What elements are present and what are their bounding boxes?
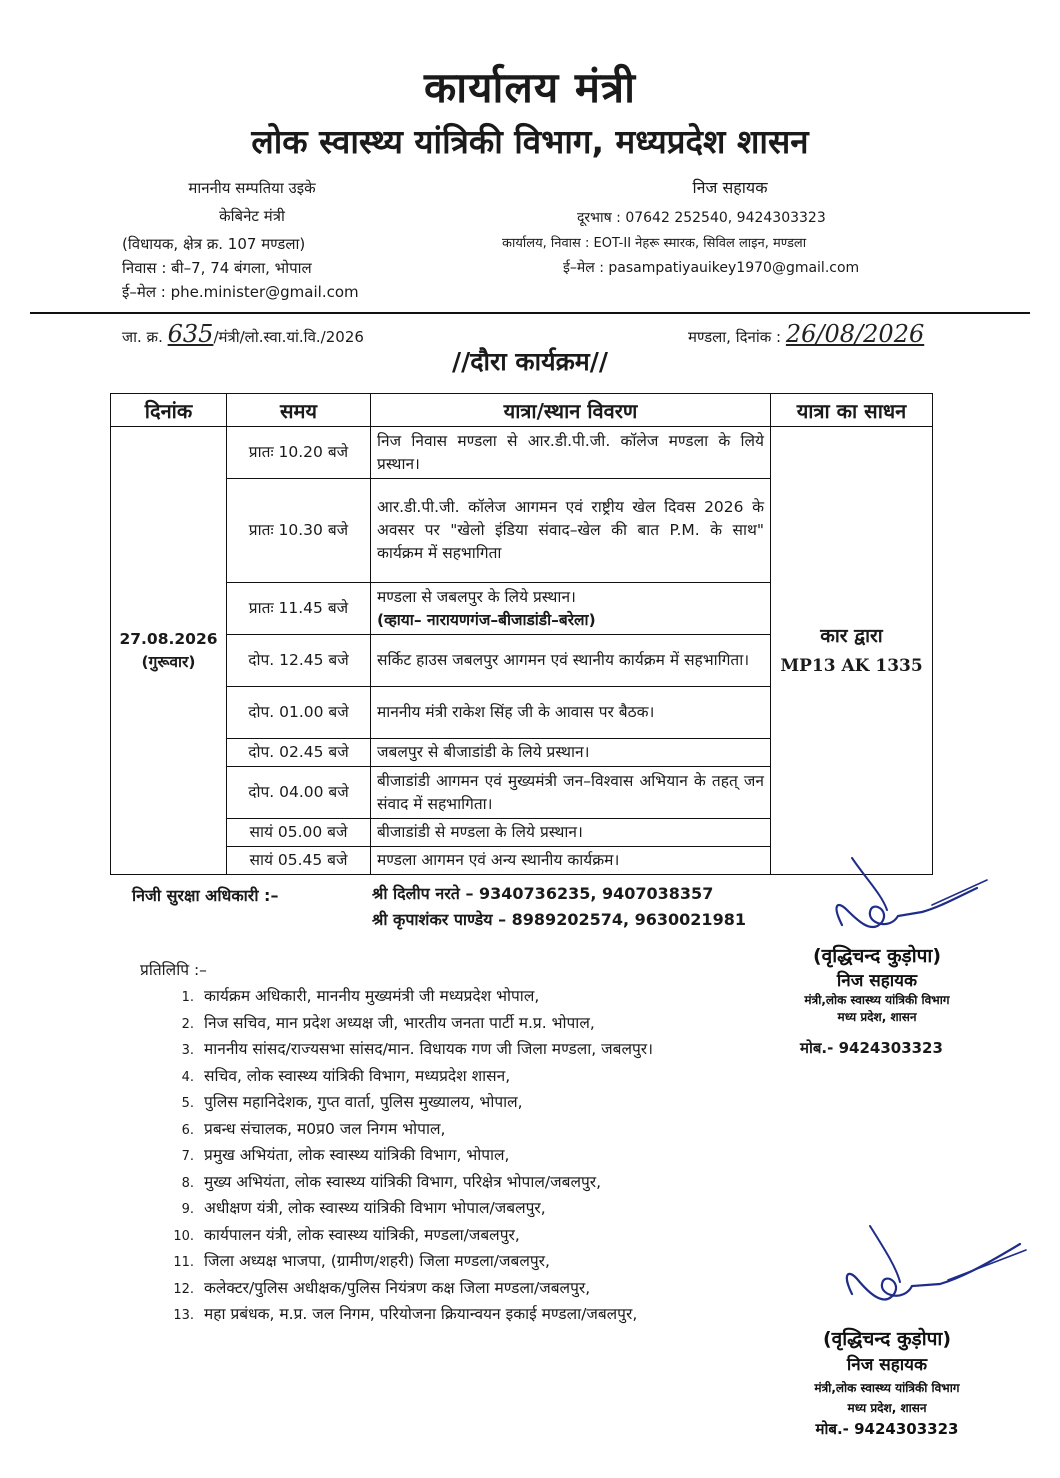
minister-name: माननीय सम्पतिया उइके bbox=[188, 179, 316, 197]
list-item: 7. प्रमुख अभियंता, लोक स्वास्थ्य यांत्रिकी विभाग, भोपाल, bbox=[181, 1146, 510, 1164]
list-item: 4. सचिव, लोक स्वास्थ्य यांत्रिकी विभाग, मध्यप्रदेश शासन, bbox=[181, 1066, 511, 1085]
description-cell: आर.डी.पी.जी. कॉलेज आगमन एवं राष्ट्रीय खेल दिवस 2026 के अवसर पर "खेलो इंडिया संवाद–खेल की बात P.M. के साथ" कार्यक्रम में सहभागिता bbox=[371, 479, 771, 583]
reference-suffix: /मंत्री/लो.स्वा.यां.वि./2026 bbox=[213, 328, 364, 346]
description-cell: बीजाडांडी से मण्डला के लिये प्रस्थान। bbox=[371, 819, 771, 847]
stamp-department: मंत्री,लोक स्वास्थ्य यांत्रिकी विभाग bbox=[804, 993, 950, 1007]
assistant-office-address: कार्यालय, निवास : EOT-II नेहरू स्मारक, सिविल लाइन, मण्डला bbox=[502, 236, 807, 251]
list-item: 6. प्रबन्ध संचालक, म0प्र0 जल निगम भोपाल, bbox=[181, 1119, 446, 1138]
assistant-email: ई–मेल : pasampatiyauikey1970@gmail.com bbox=[563, 260, 860, 276]
schedule-table bbox=[110, 393, 933, 875]
stamp-role: निज सहायक bbox=[846, 1355, 928, 1375]
list-item: 10. कार्यपालन यंत्री, लोक स्वास्थ्य यांत्रिकी, मण्डला/जबलपुर, bbox=[173, 1225, 520, 1244]
stamp-1 bbox=[762, 942, 992, 1025]
assistant-title: निज सहायक bbox=[692, 178, 768, 197]
list-item: 13. महा प्रबंधक, म.प्र. जल निगम, परियोजना क्रियान्वयन इकाई मण्डला/जबलपुर, bbox=[173, 1305, 638, 1323]
office-title: कार्यालय मंत्री bbox=[423, 63, 636, 112]
list-item: 8. मुख्य अभियंता, लोक स्वास्थ्य यांत्रिकी विभाग, परिक्षेत्र भोपाल/जबलपुर, bbox=[181, 1172, 602, 1191]
stamp-1-mobile: मोब.- 9424303323 bbox=[800, 1039, 943, 1057]
stamp-mobile: मोब.- 9424303323 bbox=[815, 1420, 959, 1438]
description-line: मण्डला से जबलपुर के लिये प्रस्थान। bbox=[377, 587, 576, 606]
header-time: समय bbox=[227, 394, 371, 427]
minister-designation: केबिनेट मंत्री bbox=[219, 207, 285, 225]
time-cell: सायं 05.00 बजे bbox=[227, 819, 371, 847]
route-via: (व्हाया– नारायणगंज–बीजाडांडी–बरेला) bbox=[377, 610, 596, 629]
reference-prefix: जा. क्र. bbox=[122, 328, 163, 346]
table-row bbox=[111, 427, 933, 479]
transport-mode: कार द्वारा bbox=[820, 624, 883, 647]
description-cell: सर्किट हाउस जबलपुर आगमन एवं स्थानीय कार्यक्रम में सहभागिता। bbox=[371, 635, 771, 687]
signature-2 bbox=[830, 1222, 1030, 1322]
minister-residence: निवास : बी–7, 74 बंगला, भोपाल bbox=[122, 259, 312, 277]
trip-day: (गुरूवार) bbox=[141, 652, 196, 671]
description-cell: बीजाडांडी आगमन एवं मुख्यमंत्री जन–विश्वास अभियान के तहत् जन संवाद में सहभागिता। bbox=[371, 767, 771, 819]
stamp-name: (वृद्धिचन्द कुड़ोपा) bbox=[812, 945, 942, 967]
security-officer-1: श्री दिलीप नरते – 9340736235, 9407038357 bbox=[372, 884, 714, 903]
list-item: 12. कलेक्टर/पुलिस अधीक्षक/पुलिस नियंत्रण कक्ष जिला मण्डला/जबलपुर, bbox=[173, 1278, 591, 1297]
stamp-2 bbox=[772, 1326, 1002, 1440]
time-cell: दोप. 02.45 बजे bbox=[227, 739, 371, 767]
description-cell: निज निवास मण्डला से आर.डी.पी.जी. कॉलेज मण्डला के लिये प्रस्थान। bbox=[371, 427, 771, 479]
program-title: //दौरा कार्यक्रम// bbox=[451, 347, 608, 376]
header-description: यात्रा/स्थान विवरण bbox=[371, 394, 771, 427]
minister-constituency: (विधायक, क्षेत्र क्र. 107 मण्डला) bbox=[122, 235, 306, 253]
list-item: 5. पुलिस महानिदेशक, गुप्त वार्ता, पुलिस मुख्यालय, भोपाल, bbox=[181, 1093, 523, 1111]
list-item: 11. जिला अध्यक्ष भाजपा, (ग्रामीण/शहरी) जिला मण्डला/जबलपुर, bbox=[173, 1252, 550, 1270]
cc-list bbox=[158, 983, 653, 1328]
stamp-name: (वृद्धिचन्द कुड़ोपा) bbox=[822, 1328, 952, 1350]
list-item: 2. निज सचिव, मान प्रदेश अध्यक्ष जी, भारतीय जनता पार्टी म.प्र. भोपाल, bbox=[181, 1013, 595, 1032]
trip-date: 27.08.2026 bbox=[119, 629, 218, 648]
header-transport: यात्रा का साधन bbox=[771, 394, 933, 427]
handwritten-date: 26/08/2026 bbox=[785, 320, 925, 348]
time-cell: सायं 05.45 बजे bbox=[227, 847, 371, 875]
header-divider bbox=[30, 312, 1030, 314]
description-cell: मण्डला आगमन एवं अन्य स्थानीय कार्यक्रम। bbox=[371, 847, 771, 875]
list-item: 9. अधीक्षण यंत्री, लोक स्वास्थ्य यांत्रिकी विभाग भोपाल/जबलपुर, bbox=[181, 1199, 546, 1217]
time-cell: दोप. 01.00 बजे bbox=[227, 687, 371, 739]
list-item: 3. माननीय सांसद/राज्यसभा सांसद/मान. विधायक गण जी जिला मण्डला, जबलपुर। bbox=[181, 1040, 653, 1058]
assistant-phone: दूरभाष : 07642 252540, 9424303323 bbox=[577, 210, 826, 226]
department-title: लोक स्वास्थ्य यांत्रिकी विभाग, मध्यप्रदेश शासन bbox=[251, 122, 809, 161]
header-date: दिनांक bbox=[111, 394, 227, 427]
description-cell: माननीय मंत्री राकेश सिंह जी के आवास पर बैठक। bbox=[371, 687, 771, 739]
table-header-row bbox=[111, 394, 933, 427]
cc-label: प्रतिलिपि :– bbox=[140, 961, 207, 979]
stamp-department: मंत्री,लोक स्वास्थ्य यांत्रिकी विभाग bbox=[814, 1381, 960, 1395]
reference-handwritten-number: 635 bbox=[167, 320, 214, 348]
list-item: 1. कार्यक्रम अधिकारी, माननीय मुख्यमंत्री जी मध्यप्रदेश भोपाल, bbox=[181, 987, 540, 1005]
security-officer-2: श्री कृपाशंकर पाण्डेय – 8989202574, 9630021981 bbox=[372, 910, 746, 929]
time-cell: प्रातः 11.45 बजे bbox=[227, 583, 371, 635]
time-cell: प्रातः 10.20 बजे bbox=[227, 427, 371, 479]
security-label: निजी सुरक्षा अधिकारी :– bbox=[132, 886, 279, 905]
stamp-state: मध्य प्रदेश, शासन bbox=[847, 1401, 927, 1415]
description-cell bbox=[371, 583, 771, 635]
signature-1 bbox=[812, 850, 992, 950]
date-cell bbox=[111, 427, 227, 875]
vehicle-number: MP13 AK 1335 bbox=[780, 655, 923, 676]
minister-email: ई–मेल : phe.minister@gmail.com bbox=[122, 283, 359, 301]
stamp-role: निज सहायक bbox=[836, 971, 918, 991]
stamp-state: मध्य प्रदेश, शासन bbox=[837, 1010, 917, 1024]
description-cell: जबलपुर से बीजाडांडी के लिये प्रस्थान। bbox=[371, 739, 771, 767]
date-label: मण्डला, दिनांक : bbox=[688, 328, 782, 346]
transport-cell bbox=[771, 427, 933, 875]
time-cell: प्रातः 10.30 बजे bbox=[227, 479, 371, 583]
time-cell: दोप. 12.45 बजे bbox=[227, 635, 371, 687]
time-cell: दोप. 04.00 बजे bbox=[227, 767, 371, 819]
